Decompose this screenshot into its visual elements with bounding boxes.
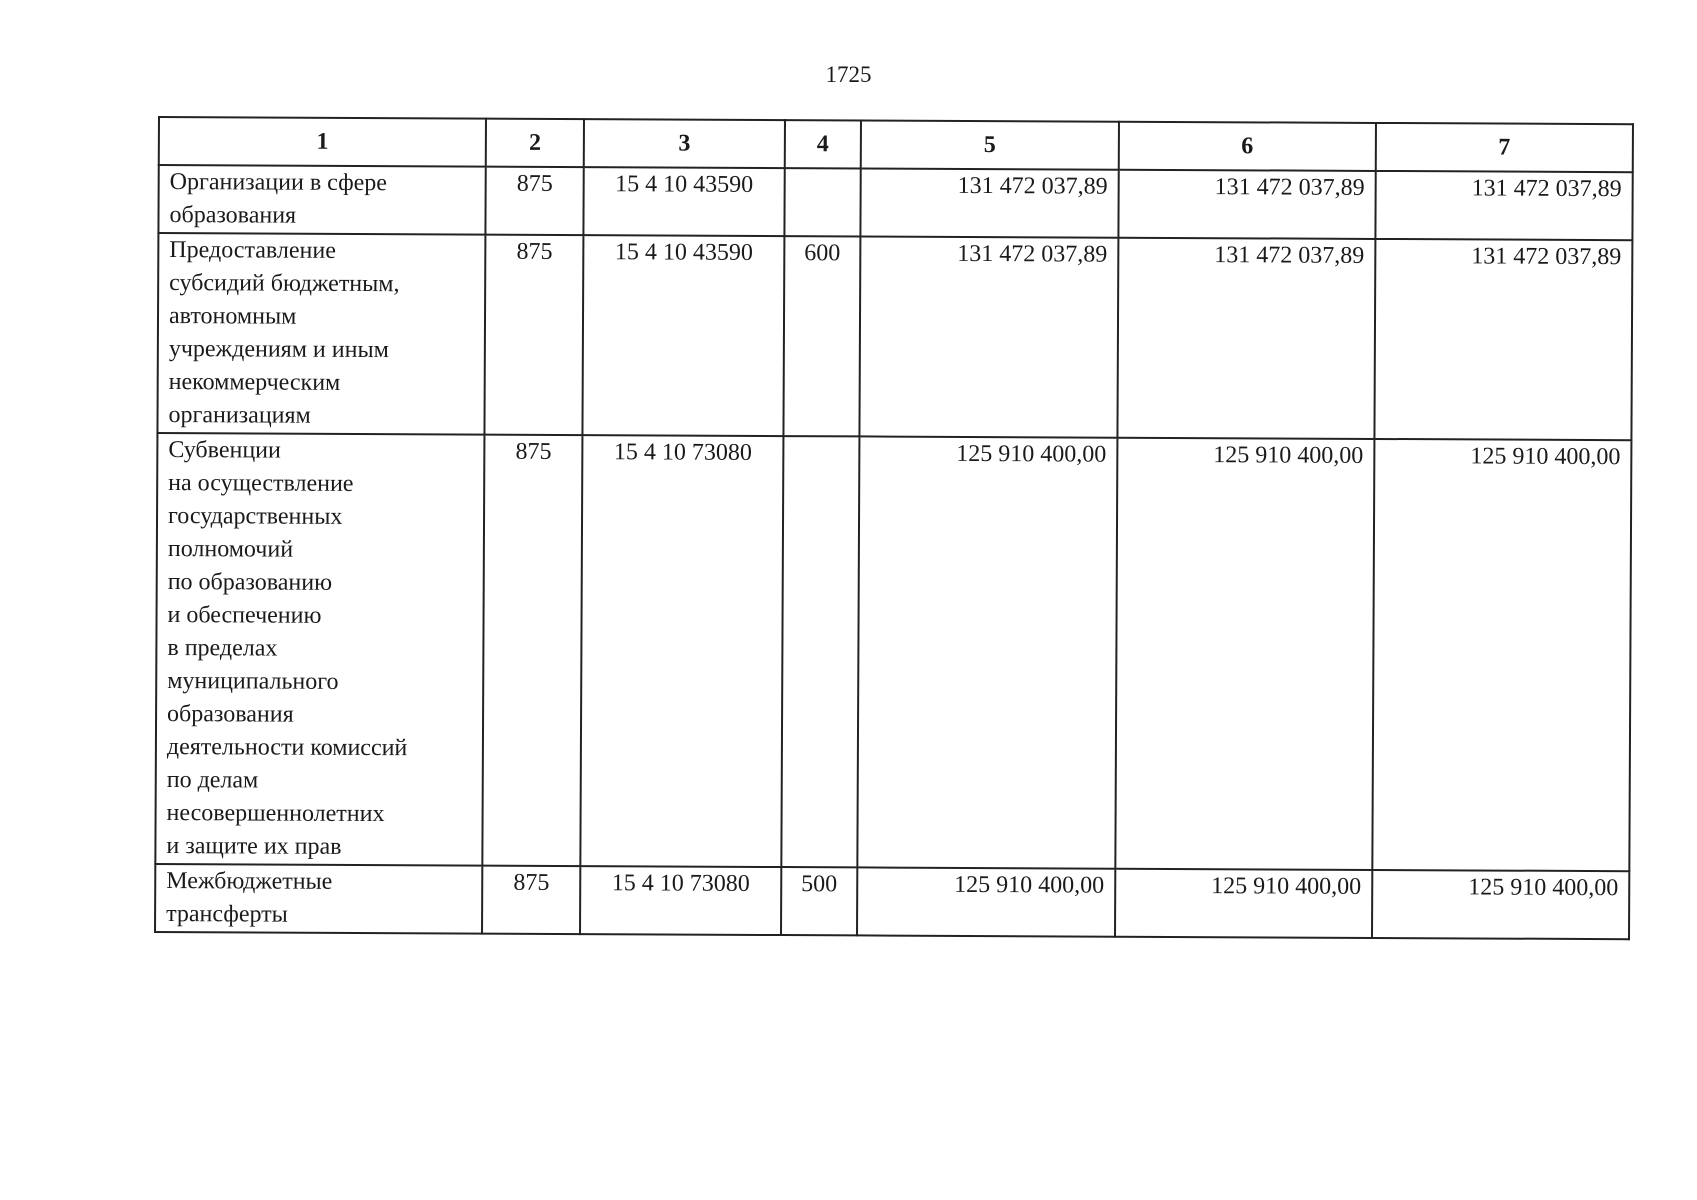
header-col-2: 2	[486, 119, 584, 167]
row-sum3-cell: 125 910 400,00	[1372, 870, 1629, 939]
row-name-line: трансферты	[166, 901, 288, 928]
row-name-line: по делам	[166, 767, 259, 794]
row-name-line: полномочий	[167, 536, 294, 563]
row-name-line: учреждениям и иным	[168, 336, 389, 364]
header-col-3: 3	[584, 119, 785, 168]
row-sum2-cell: 131 472 037,89	[1118, 170, 1375, 239]
table-body	[155, 165, 1633, 939]
row-name-line: автономным	[168, 303, 297, 330]
row-sum2-cell: 125 910 400,00	[1115, 869, 1372, 938]
row-name-line: Субвенции	[168, 437, 281, 464]
row-name-line: некоммерческим	[168, 369, 341, 396]
row-vr-cell: 500	[781, 867, 857, 935]
row-name-line: Межбюджетные	[166, 868, 333, 895]
table-row	[155, 433, 1631, 871]
row-sum3-cell: 131 472 037,89	[1375, 171, 1632, 240]
row-vr-cell: 600	[783, 236, 860, 436]
table-row	[157, 233, 1632, 440]
row-name-cell	[155, 433, 484, 866]
row-name-line: на осуществление	[168, 470, 354, 497]
row-code-cell: 875	[483, 435, 583, 866]
budget-table	[154, 116, 1634, 940]
row-sum1-cell: 131 472 037,89	[859, 236, 1118, 437]
row-sum3-cell: 131 472 037,89	[1374, 239, 1632, 440]
table-row	[155, 864, 1629, 939]
row-name-line: субсидий бюджетным,	[169, 270, 400, 298]
header-col-4: 4	[785, 120, 861, 168]
row-name-line: организациям	[168, 402, 311, 429]
row-name-line: и защите их прав	[166, 833, 342, 860]
row-csr-cell: 15 4 10 73080	[580, 866, 781, 935]
row-sum3-cell: 125 910 400,00	[1372, 439, 1631, 871]
row-sum2-cell: 125 910 400,00	[1115, 438, 1374, 870]
row-name-cell	[157, 233, 485, 435]
row-name-line: несовершеннолетних	[166, 800, 385, 828]
row-name-line: деятельности комиссий	[166, 734, 408, 762]
row-name-line: образования	[169, 202, 297, 229]
header-col-1: 1	[159, 117, 487, 167]
row-code-cell: 875	[485, 235, 584, 435]
header-row	[159, 117, 1633, 172]
row-name-line: государственных	[167, 503, 343, 530]
row-csr-cell: 15 4 10 43590	[583, 167, 784, 236]
row-name-cell	[158, 165, 486, 235]
row-name-line: по образованию	[167, 569, 333, 596]
page-number: 1725	[825, 62, 872, 87]
row-sum1-cell: 125 910 400,00	[857, 436, 1117, 868]
row-csr-cell: 15 4 10 73080	[580, 435, 783, 867]
row-sum1-cell: 125 910 400,00	[857, 867, 1115, 936]
row-name-line: Предоставление	[169, 237, 336, 264]
table-row	[158, 165, 1632, 240]
row-name-line: муниципального	[167, 668, 339, 695]
row-name-line: Организации в сфере	[169, 169, 388, 197]
header-col-6: 6	[1119, 122, 1376, 171]
row-sum1-cell: 131 472 037,89	[860, 168, 1118, 237]
row-name-line: и обеспечению	[167, 602, 322, 629]
row-vr-cell	[781, 436, 859, 867]
header-col-5: 5	[861, 120, 1119, 169]
row-vr-cell	[784, 168, 860, 236]
row-name-line: в пределах	[167, 635, 278, 662]
row-code-cell: 875	[486, 167, 584, 235]
row-code-cell: 875	[482, 866, 580, 934]
row-csr-cell: 15 4 10 43590	[582, 235, 784, 436]
header-col-7: 7	[1376, 123, 1633, 172]
row-name-line: образования	[167, 701, 294, 728]
row-name-cell	[155, 864, 483, 934]
row-sum2-cell: 131 472 037,89	[1117, 238, 1375, 439]
